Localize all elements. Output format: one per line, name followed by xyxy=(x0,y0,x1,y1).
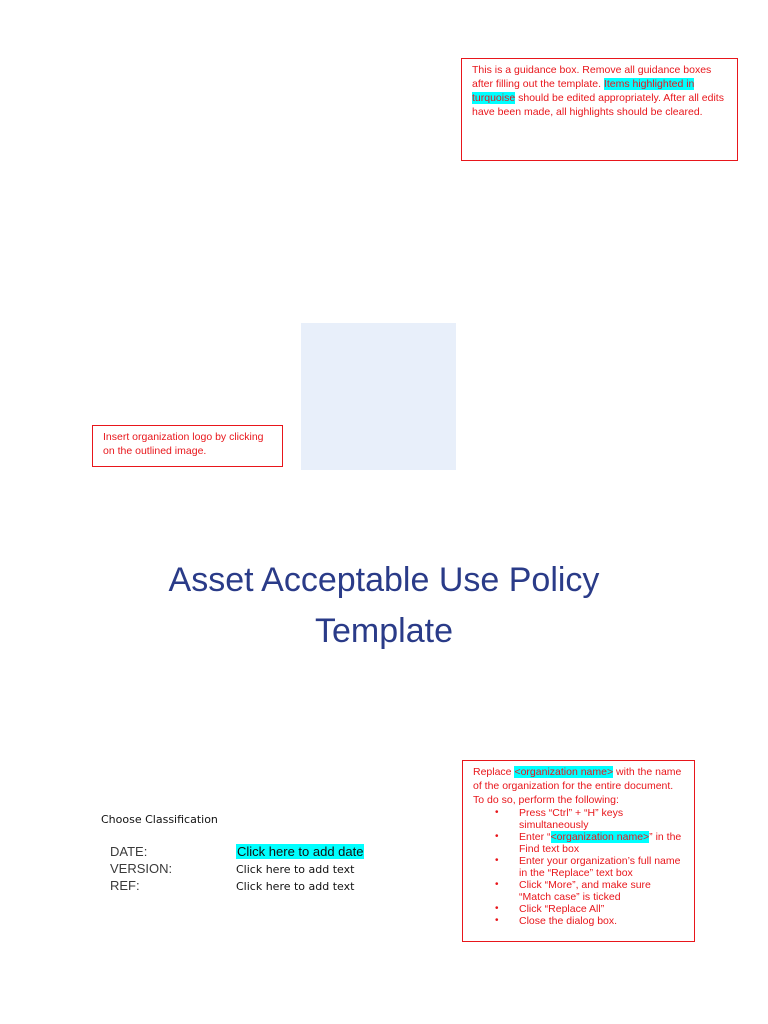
replace-steps-list xyxy=(473,807,684,927)
bullet-icon: • xyxy=(495,831,499,842)
bullet-icon: • xyxy=(495,879,499,890)
title-line-2: Template xyxy=(315,612,453,650)
document-title xyxy=(0,555,768,657)
list-item xyxy=(495,807,684,831)
list-item xyxy=(495,879,684,903)
date-field[interactable]: Click here to add date xyxy=(237,844,364,859)
classification-dropdown[interactable]: Choose Classification xyxy=(101,813,218,826)
title-line-1: Asset Acceptable Use Policy xyxy=(168,561,600,599)
guidance-box-instructions xyxy=(461,58,738,161)
bullet-icon: • xyxy=(495,903,499,914)
date-label: DATE: xyxy=(110,844,148,859)
replace-intro-text-continued: with the name of the organization for the entire document. To do so, perform the following: xyxy=(473,766,682,806)
step-text: Press “Ctrl” + “H” keys simultaneously xyxy=(519,807,624,831)
list-item xyxy=(495,915,684,927)
step-text-continued: ” in the Find text box xyxy=(519,831,682,855)
guidance-highlight-text: Items highlighted in turquoise xyxy=(472,78,695,104)
step-text: Enter “ xyxy=(519,831,551,843)
version-field[interactable]: Click here to add text xyxy=(236,863,355,876)
guidance-box-replace xyxy=(462,760,695,942)
guidance-logo-text: Insert organization logo by clicking on the outlined image. xyxy=(103,431,264,457)
guidance-text: This is a guidance box. Remove all guidance boxes after filling out the template. xyxy=(472,64,712,90)
organization-logo-placeholder[interactable] xyxy=(301,323,456,470)
step-text: Click “More”, and make sure “Match case” is ticked xyxy=(519,879,651,903)
bullet-icon: • xyxy=(495,855,499,866)
ref-field[interactable]: Click here to add text xyxy=(236,880,355,893)
organization-name-highlight: <organization name> xyxy=(550,831,650,843)
step-text: Click “Replace All” xyxy=(519,903,605,915)
list-item xyxy=(495,903,684,915)
step-text: Enter your organization’s full name in the “Replace” text box xyxy=(519,855,681,879)
step-text: Close the dialog box. xyxy=(519,915,618,927)
list-item xyxy=(495,855,684,879)
replace-intro xyxy=(473,765,684,807)
version-label: VERSION: xyxy=(110,861,173,876)
guidance-box-logo xyxy=(92,425,283,467)
bullet-icon: • xyxy=(495,807,499,818)
ref-label: REF: xyxy=(110,878,140,893)
bullet-icon: • xyxy=(495,915,499,926)
guidance-text-continued: should be edited appropriately. After all edits have been made, all highlights should be cleared. xyxy=(472,92,724,118)
list-item xyxy=(495,831,684,855)
replace-intro-text: Replace xyxy=(473,766,515,778)
organization-name-highlight: <organization name> xyxy=(514,766,614,778)
